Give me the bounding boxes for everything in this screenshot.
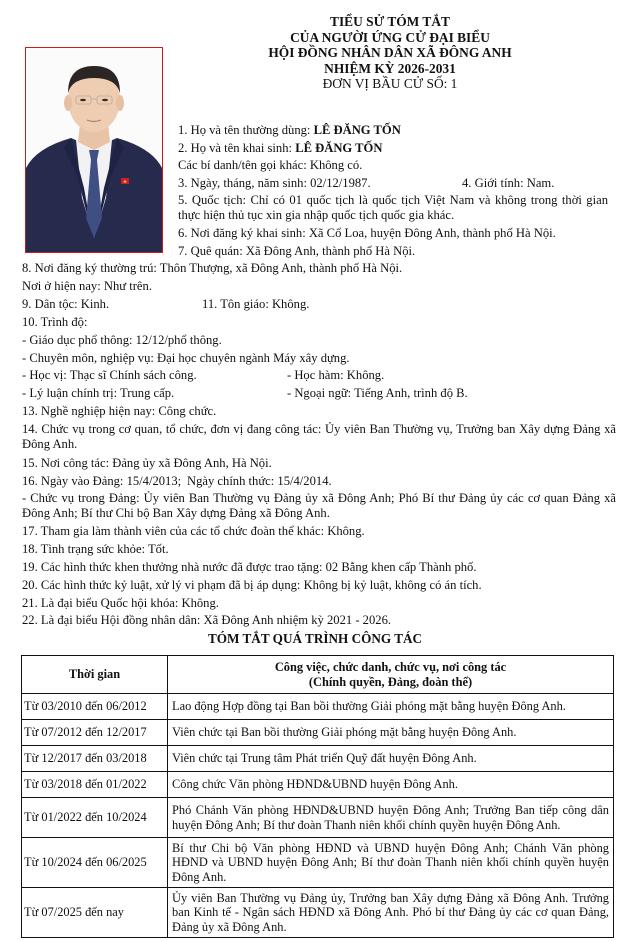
- electoral-unit: ĐƠN VỊ BẦU CỬ SỐ: 1: [322, 76, 458, 92]
- field-degree: - Học vị: Thạc sĩ Chính sách công.: [22, 368, 197, 382]
- field-academic-title: - Học hàm: Không.: [287, 368, 385, 382]
- document-header: [170, 14, 610, 92]
- work-history-title: TÓM TẮT QUÁ TRÌNH CÔNG TÁC: [207, 631, 423, 646]
- table-row: [22, 798, 614, 838]
- row-time: Từ 10/2024 đến 06/2025: [22, 838, 168, 888]
- title-line-1: TIỂU SỬ TÓM TẮT: [330, 14, 450, 29]
- table-row: [22, 772, 614, 798]
- field-aliases: Các bí danh/tên gọi khác: Không có.: [178, 158, 363, 172]
- row-time: Từ 01/2022 đến 10/2024: [22, 798, 168, 838]
- field-memberships: 17. Tham gia làm thành viên của các tổ chức đoàn thể khác: Không.: [22, 524, 365, 538]
- field-health: 18. Tình trạng sức khỏe: Tốt.: [22, 542, 169, 556]
- field-common-name: 1. Họ và tên thường dùng: LÊ ĐĂNG TỐN: [178, 123, 401, 137]
- birth-name-value: LÊ ĐĂNG TỐN: [295, 141, 383, 155]
- field-political-theory: - Lý luận chính trị: Trung cấp.: [22, 386, 175, 400]
- title-line-2: CỦA NGƯỜI ỨNG CỬ ĐẠI BIỂU: [290, 29, 490, 45]
- field-gender: 4. Giới tính: Nam.: [462, 176, 555, 190]
- row-description: Viên chức tại Trung tâm Phát triển Quỹ đất huyện Đông Anh.: [168, 746, 614, 772]
- field-party-official-date: Ngày chính thức: 15/4/2014.: [187, 474, 332, 488]
- field-national-assembly: 21. Là đại biểu Quốc hội khóa: Không.: [22, 596, 219, 610]
- portrait-image: [26, 48, 162, 252]
- common-name-value: LÊ ĐĂNG TỐN: [313, 123, 401, 137]
- field-hometown: 7. Quê quán: Xã Đông Anh, thành phố Hà Nội.: [178, 244, 416, 258]
- field-peoples-council: 22. Là đại biểu Hội đồng nhân dân: Xã Đông Anh nhiệm kỳ 2021 - 2026.: [22, 613, 392, 627]
- field-education-heading: 10. Trình độ:: [22, 315, 88, 329]
- row-time: Từ 12/2017 đến 03/2018: [22, 746, 168, 772]
- table-header-row: [22, 656, 614, 694]
- row-description: Phó Chánh Văn phòng HĐND&UBND huyện Đông Anh; Trưởng Ban tiếp công dân huyện Đông Anh; Bí thư đoàn Thanh niên khối chính quyền huyện Đông Anh.: [168, 798, 614, 838]
- row-description: Bí thư Chi bộ Văn phòng HĐND và UBND huyện Đông Anh; Chánh Văn phòng HĐND và UBND huyện Đông Anh; Bí thư đoàn Thanh niên khối chính quyền huyện Đông Anh.: [168, 838, 614, 888]
- field-workplace: 15. Nơi công tác: Đảng ủy xã Đông Anh, Hà Nội.: [22, 456, 272, 470]
- field-date-of-birth: 3. Ngày, tháng, năm sinh: 02/12/1987.: [178, 176, 371, 190]
- table-row: [22, 720, 614, 746]
- row-time: Từ 03/2018 đến 01/2022: [22, 772, 168, 798]
- field-permanent-residence: 8. Nơi đăng ký thường trú: Thôn Thượng, xã Đông Anh, thành phố Hà Nội.: [22, 261, 403, 275]
- field-religion: 11. Tôn giáo: Không.: [202, 297, 310, 311]
- field-current-residence: Nơi ở hiện nay: Như trên.: [22, 279, 152, 293]
- table-row: [22, 694, 614, 720]
- table-row: [22, 746, 614, 772]
- field-party-join-date: 16. Ngày vào Đảng: 15/4/2013;: [22, 474, 182, 488]
- work-history-table: [21, 655, 614, 938]
- column-header-description: Công việc, chức danh, chức vụ, nơi công tác (Chính quyền, Đảng, đoàn thể): [168, 656, 614, 694]
- row-description: Lao động Hợp đồng tại Ban bồi thường Giải phóng mặt bằng huyện Đông Anh.: [168, 694, 614, 720]
- title-line-4: NHIỆM KỲ 2026-2031: [324, 60, 456, 76]
- table-row: [22, 838, 614, 888]
- title-line-3: HỘI ĐỒNG NHÂN DÂN XÃ ĐÔNG ANH: [268, 45, 512, 61]
- field-ethnicity: 9. Dân tộc: Kinh.: [22, 297, 110, 311]
- field-awards: 19. Các hình thức khen thưởng nhà nước đã được trao tặng: 02 Bằng khen cấp Thành phố.: [22, 560, 477, 574]
- field-party-positions: - Chức vụ trong Đảng: Ủy viên Ban Thường vụ Đảng ủy xã Đông Anh; Phó Bí thư Đảng ủy các cơ quan Đảng xã Đông Anh; Bí thư Chi bộ Ban Xây dựng Đảng xã Đông Anh.: [22, 491, 616, 520]
- field-discipline: 20. Các hình thức kỷ luật, xử lý vi phạm đã bị áp dụng: Không bị kỷ luật, không có án tích.: [22, 578, 482, 592]
- row-time: Từ 07/2025 đến nay: [22, 888, 168, 938]
- field-nationality: 5. Quốc tịch: Chỉ có 01 quốc tịch là quốc tịch Việt Nam và không trong thời gian thực hiện thủ tục xin gia nhập quốc tịch quốc gia khác.: [178, 193, 608, 222]
- row-time: Từ 03/2010 đến 06/2012: [22, 694, 168, 720]
- field-birth-registration: 6. Nơi đăng ký khai sinh: Xã Cổ Loa, huyện Đông Anh, thành phố Hà Nội.: [178, 226, 556, 240]
- row-description: Công chức Văn phòng HĐND&UBND huyện Đông Anh.: [168, 772, 614, 798]
- field-general-education: - Giáo dục phổ thông: 12/12/phổ thông.: [22, 333, 222, 347]
- field-current-position: 14. Chức vụ trong cơ quan, tổ chức, đơn vị đang công tác: Ủy viên Ban Thường vụ, Trưởng ban Xây dựng Đảng xã Đông Anh.: [22, 422, 616, 451]
- row-time: Từ 07/2012 đến 12/2017: [22, 720, 168, 746]
- field-specialization: - Chuyên môn, nghiệp vụ: Đại học chuyên ngành Máy xây dựng.: [22, 351, 350, 365]
- field-foreign-language: - Ngoại ngữ: Tiếng Anh, trình độ B.: [287, 386, 468, 400]
- row-description: Ủy viên Ban Thường vụ Đảng ủy, Trưởng ban Xây dựng Đảng xã Đông Anh. Trưởng ban Kinh tế - Ngân sách HĐND xã Đông Anh. Phó bí thư Đảng ủy các cơ quan Đảng, Đảng ủy xã Đông Anh.: [168, 888, 614, 938]
- table-row: [22, 888, 614, 938]
- field-occupation: 13. Nghề nghiệp hiện nay: Công chức.: [22, 404, 217, 418]
- row-description: Viên chức tại Ban bồi thường Giải phóng mặt bằng huyện Đông Anh.: [168, 720, 614, 746]
- field-birth-name: 2. Họ và tên khai sinh: LÊ ĐĂNG TỐN: [178, 141, 383, 155]
- column-header-time: Thời gian: [22, 656, 168, 694]
- candidate-photo: [25, 47, 163, 253]
